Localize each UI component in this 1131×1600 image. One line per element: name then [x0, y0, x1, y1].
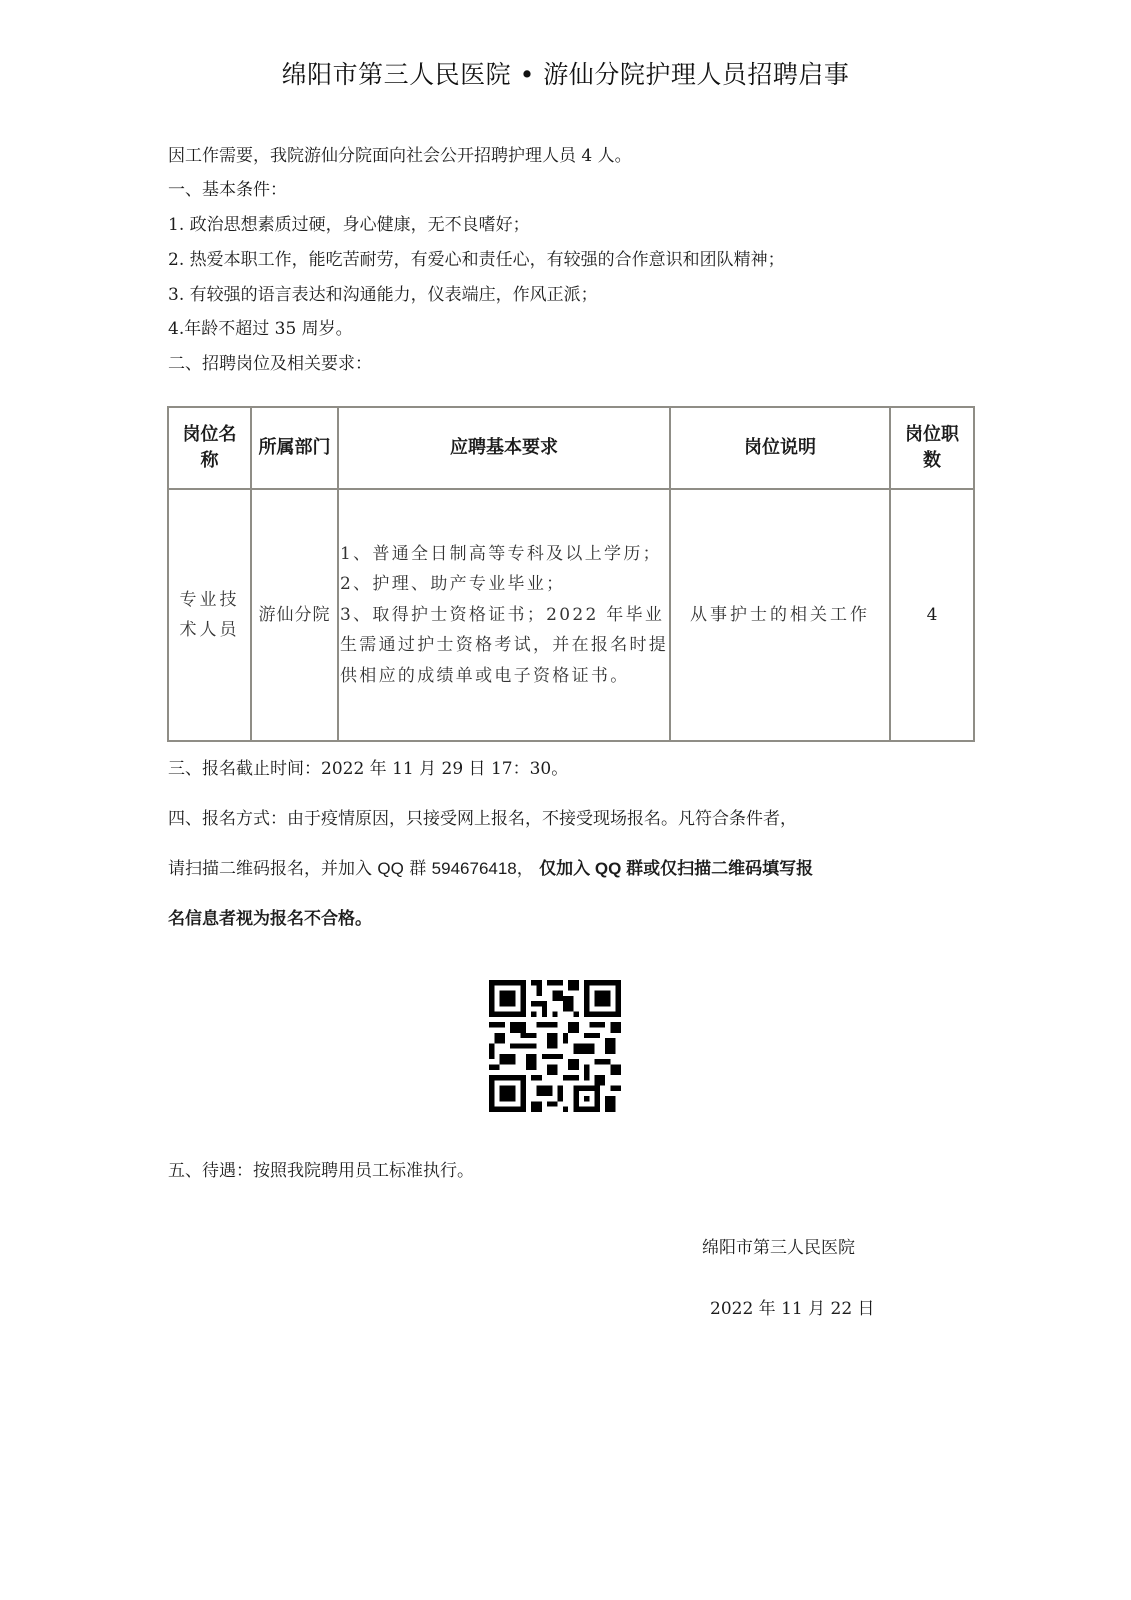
condition-item: 3. 有较强的语言表达和沟通能力，仪表端庄，作风正派；: [168, 285, 598, 305]
qq-group-number: 594676418: [431, 859, 517, 878]
section3-deadline: 三、报名截止时间：2022 年 11 月 29 日 17：30。: [168, 759, 569, 779]
qq-label: QQ: [377, 859, 404, 878]
condition-item: 4.年龄不超过 35 周岁。: [168, 319, 353, 339]
requirement-item: 3、取得护士资格证书；2022 年毕业生需通过护士资格考试，并在报名时提供相应的成绩单或电子资格证书。: [340, 604, 669, 686]
signature-organization: 绵阳市第三人民医院: [702, 1238, 855, 1258]
section1-heading: 一、基本条件：: [168, 180, 287, 200]
cell-count: 4: [890, 489, 974, 741]
cell-position: 专业技术人员: [168, 489, 251, 741]
condition-item: 2. 热爱本职工作，能吃苦耐劳，有爱心和责任心，有较强的合作意识和团队精神；: [168, 250, 785, 270]
section4-line3: 名信息者视为报名不合格。: [168, 909, 372, 928]
header-description: 岗位说明: [670, 407, 890, 489]
table-row: [168, 489, 974, 741]
section5-benefits: 五、待遇：按照我院聘用员工标准执行。: [168, 1161, 474, 1181]
qr-code-icon[interactable]: [489, 980, 621, 1112]
requirement-item: 2、护理、助产专业毕业；: [340, 574, 566, 595]
header-requirements: 应聘基本要求: [338, 407, 670, 489]
intro-paragraph: 因工作需要，我院游仙分院面向社会公开招聘护理人员 4 人。: [168, 146, 632, 166]
cell-description: 从事护士的相关工作: [670, 489, 890, 741]
section4-line1: 四、报名方式：由于疫情原因，只接受网上报名，不接受现场报名。凡符合条件者，: [168, 809, 797, 829]
document-title: 绵阳市第三人民医院 • 游仙分院护理人员招聘启事: [281, 60, 850, 89]
header-count: 岗位职数: [890, 407, 974, 489]
requirement-item: 1、普通全日制高等专科及以上学历；: [340, 543, 662, 564]
warning-text: 仅加入 QQ 群或仅扫描二维码填写报: [539, 859, 814, 878]
cell-requirements: [338, 489, 670, 741]
header-department: 所属部门: [251, 407, 338, 489]
table-header-row: [168, 407, 974, 489]
signature-date: 2022 年 11 月 22 日: [710, 1299, 875, 1319]
positions-table: [167, 406, 975, 742]
cell-department: 游仙分院: [251, 489, 338, 741]
header-position-name: 岗位名称: [168, 407, 251, 489]
condition-item: 1. 政治思想素质过硬，身心健康，无不良嗜好；: [168, 215, 530, 235]
section4-line2: 请扫描二维码报名，并加入 QQ 群 594676418， 仅加入 QQ 群或仅扫描二维码填写报: [168, 859, 814, 879]
section2-heading: 二、招聘岗位及相关要求：: [168, 354, 372, 374]
